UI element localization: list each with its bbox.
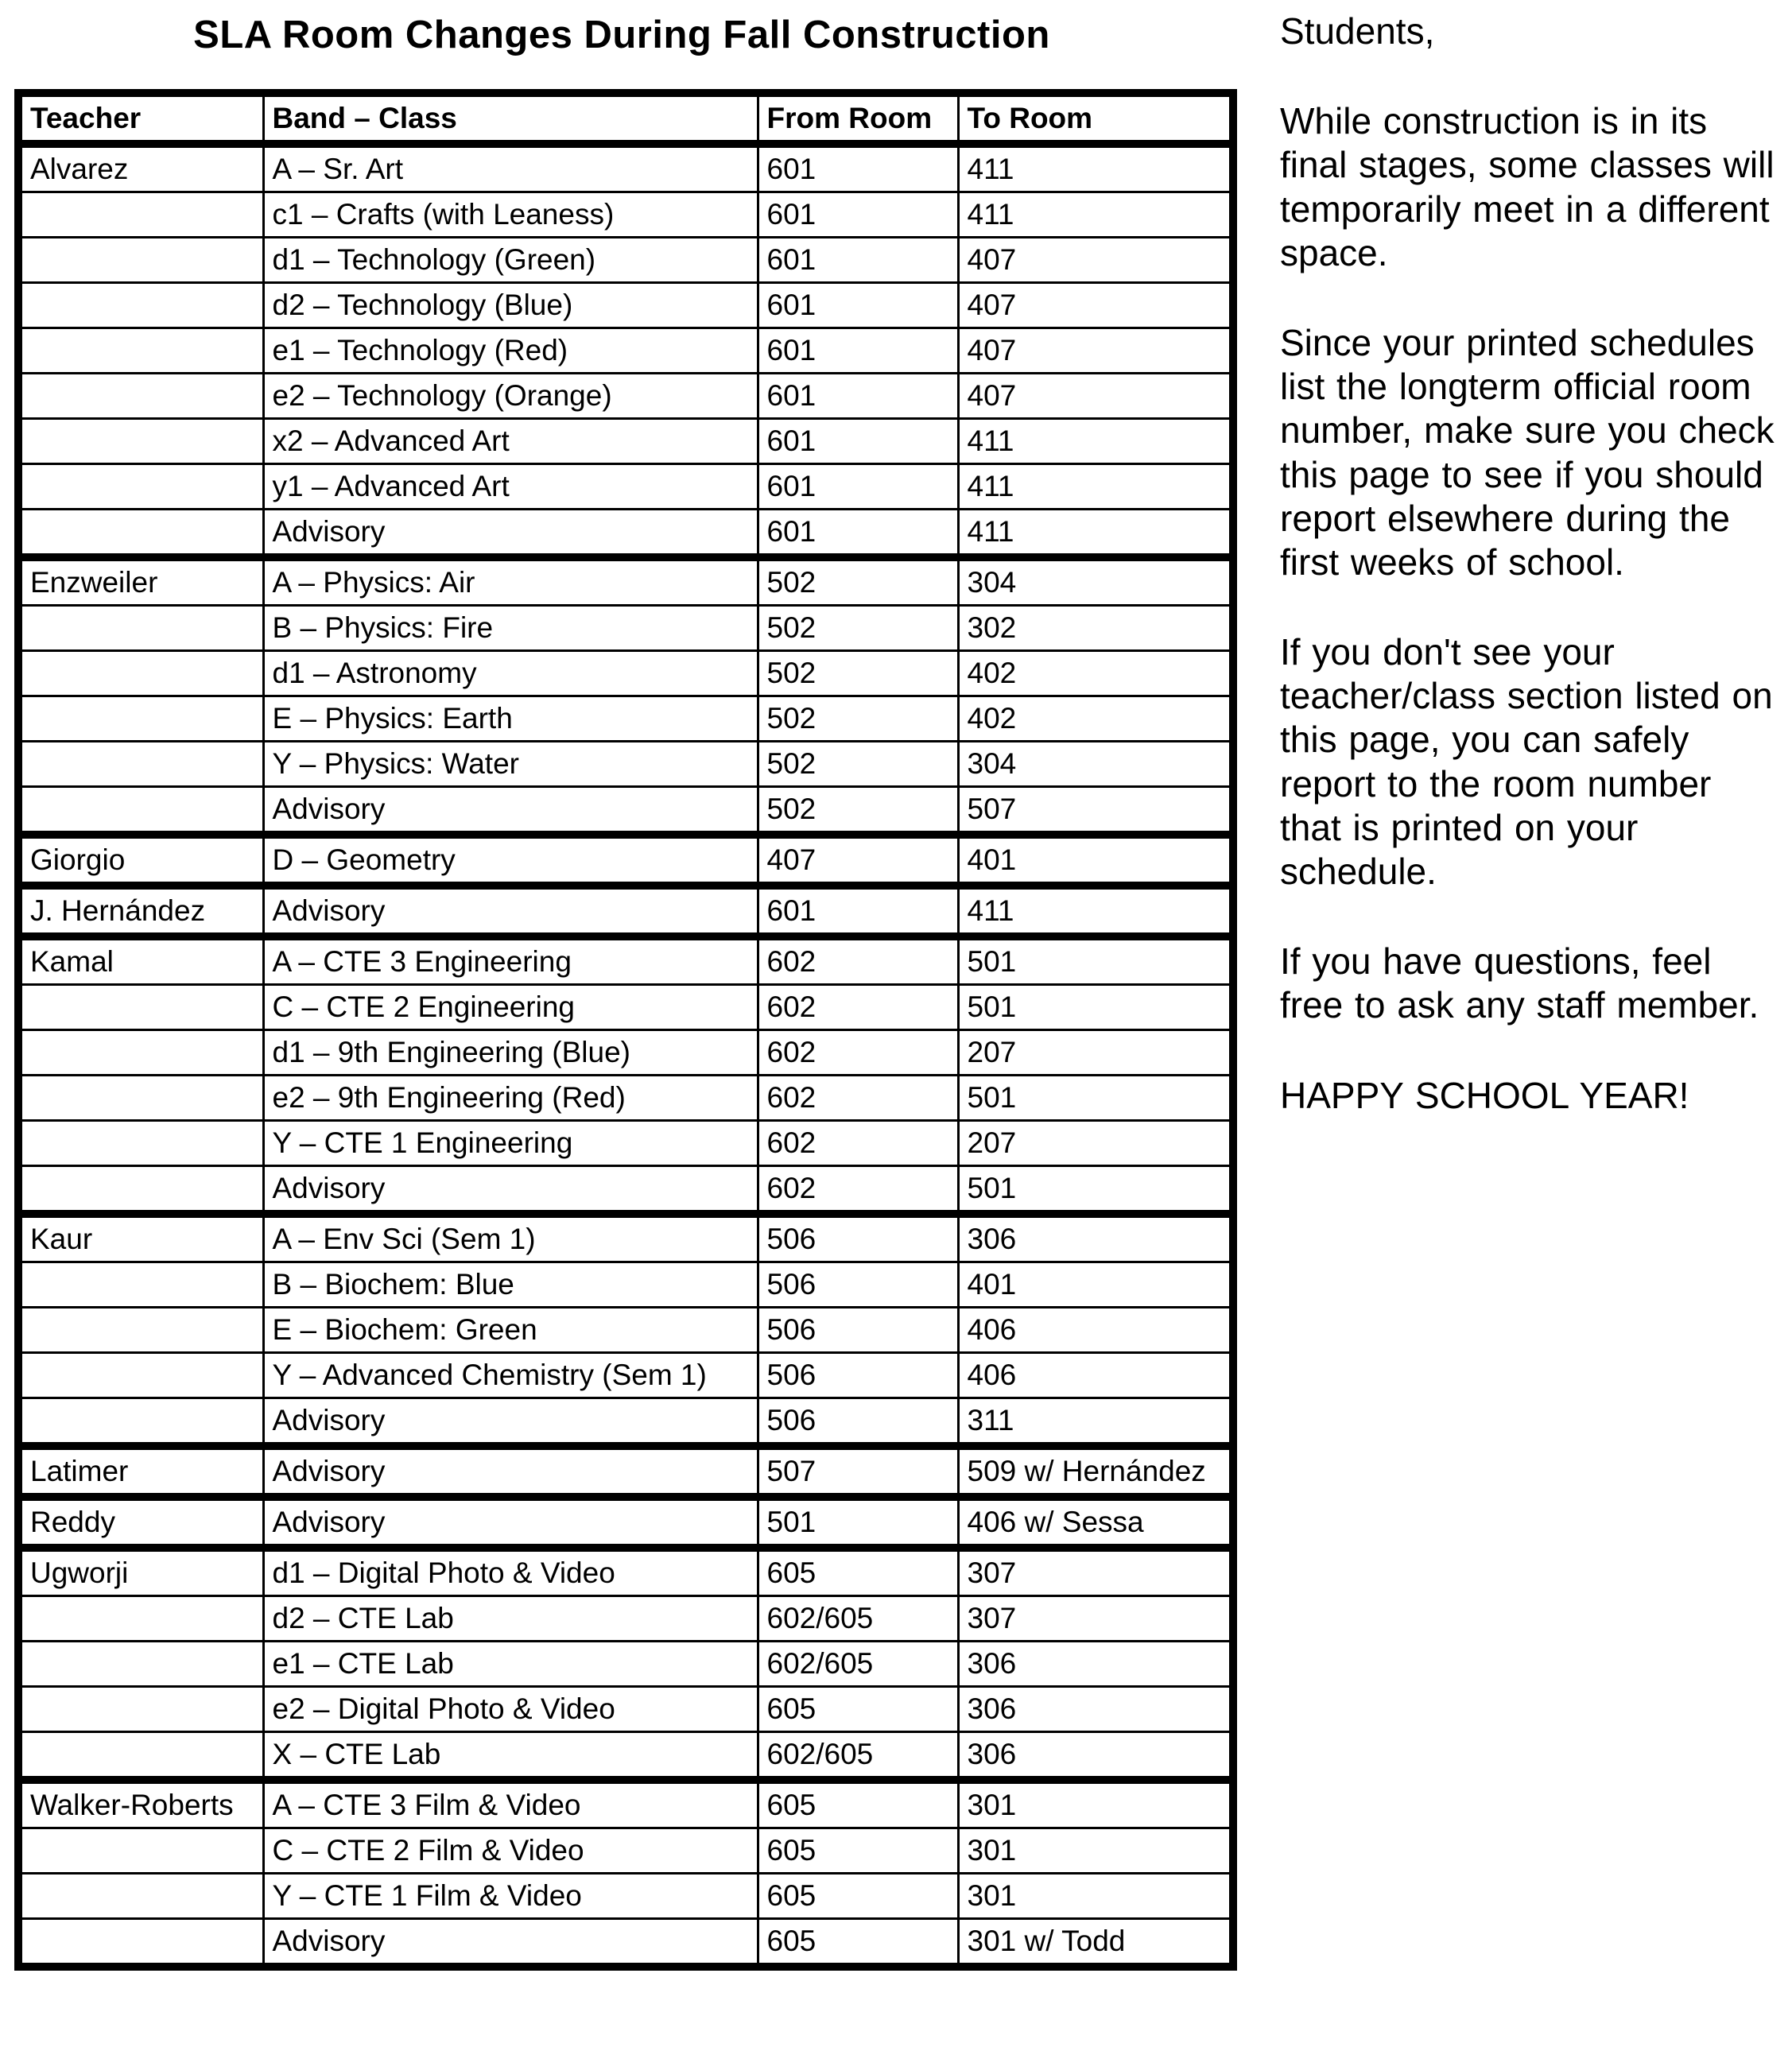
to-room-cell: 306	[958, 1732, 1233, 1781]
from-room-cell: 502	[758, 606, 958, 651]
from-room-cell: 605	[758, 1780, 958, 1828]
from-room-cell: 502	[758, 557, 958, 606]
room-changes-section	[14, 8, 1229, 1971]
teacher-cell	[18, 464, 263, 510]
table-row	[18, 1497, 1233, 1548]
table-row	[18, 651, 1233, 696]
teacher-cell	[18, 1732, 263, 1781]
from-room-cell: 502	[758, 742, 958, 787]
teacher-cell	[18, 1308, 263, 1353]
to-room-cell: 411	[958, 419, 1233, 464]
teacher-cell	[18, 1030, 263, 1076]
table-row	[18, 419, 1233, 464]
to-room-cell: 301	[958, 1874, 1233, 1919]
to-room-cell: 402	[958, 651, 1233, 696]
to-room-cell: 301	[958, 1780, 1233, 1828]
class-cell: c1 – Crafts (with Leaness)	[263, 192, 758, 238]
class-cell: B – Physics: Fire	[263, 606, 758, 651]
class-cell: Y – CTE 1 Engineering	[263, 1121, 758, 1166]
from-room-cell: 605	[758, 1919, 958, 1968]
teacher-cell	[18, 1166, 263, 1215]
table-row	[18, 1596, 1233, 1642]
from-room-cell: 506	[758, 1308, 958, 1353]
class-cell: Advisory	[263, 886, 758, 936]
class-cell: Advisory	[263, 1919, 758, 1968]
teacher-cell	[18, 1828, 263, 1874]
class-cell: D – Geometry	[263, 835, 758, 886]
class-cell: d1 – Digital Photo & Video	[263, 1548, 758, 1596]
teacher-cell: Enzweiler	[18, 557, 263, 606]
class-cell: Advisory	[263, 787, 758, 835]
class-cell: E – Biochem: Green	[263, 1308, 758, 1353]
table-row	[18, 464, 1233, 510]
table-row	[18, 1398, 1233, 1447]
table-row	[18, 1732, 1233, 1781]
teacher-cell	[18, 510, 263, 558]
letter-paragraph: Students,	[1280, 10, 1435, 52]
teacher-cell	[18, 985, 263, 1030]
table-row	[18, 374, 1233, 419]
to-room-cell: 507	[958, 787, 1233, 835]
table-row	[18, 787, 1233, 835]
from-room-cell: 602	[758, 1030, 958, 1076]
to-room-cell: 306	[958, 1642, 1233, 1687]
table-row	[18, 696, 1233, 742]
from-room-cell: 502	[758, 651, 958, 696]
from-room-cell: 506	[758, 1353, 958, 1398]
table-row	[18, 1353, 1233, 1398]
to-room-cell: 407	[958, 328, 1233, 374]
table-row	[18, 283, 1233, 328]
class-cell: Advisory	[263, 1497, 758, 1548]
table-row	[18, 144, 1233, 192]
class-cell: A – Physics: Air	[263, 557, 758, 606]
to-room-cell: 501	[958, 1076, 1233, 1121]
room-changes-table	[14, 89, 1237, 1971]
to-room-cell: 411	[958, 144, 1233, 192]
teacher-cell: Alvarez	[18, 144, 263, 192]
class-cell: C – CTE 2 Engineering	[263, 985, 758, 1030]
teacher-cell: Kaur	[18, 1214, 263, 1262]
column-header-from-room: From Room	[758, 93, 958, 144]
to-room-cell: 301	[958, 1828, 1233, 1874]
table-row	[18, 1446, 1233, 1497]
teacher-cell	[18, 238, 263, 283]
class-cell: E – Physics: Earth	[263, 696, 758, 742]
column-header-to-room: To Room	[958, 93, 1233, 144]
teacher-cell	[18, 1919, 263, 1968]
teacher-cell: Giorgio	[18, 835, 263, 886]
from-room-cell: 502	[758, 787, 958, 835]
column-header-band-class: Band – Class	[263, 93, 758, 144]
from-room-cell: 601	[758, 192, 958, 238]
from-room-cell: 601	[758, 328, 958, 374]
from-room-cell: 602	[758, 1076, 958, 1121]
class-cell: e2 – 9th Engineering (Red)	[263, 1076, 758, 1121]
from-room-cell: 506	[758, 1398, 958, 1447]
to-room-cell: 307	[958, 1548, 1233, 1596]
letter-paragraph: HAPPY SCHOOL YEAR!	[1280, 1074, 1689, 1116]
letter-paragraph: While construction is in its final stages, some classes will temporarily meet in a different space.	[1280, 100, 1775, 273]
table-row	[18, 1687, 1233, 1732]
class-cell: Advisory	[263, 1166, 758, 1215]
to-room-cell: 406	[958, 1353, 1233, 1398]
class-cell: B – Biochem: Blue	[263, 1262, 758, 1308]
room-changes-tbody	[18, 144, 1233, 1967]
class-cell: y1 – Advanced Art	[263, 464, 758, 510]
class-cell: Advisory	[263, 1398, 758, 1447]
class-cell: Y – Physics: Water	[263, 742, 758, 787]
from-room-cell: 605	[758, 1548, 958, 1596]
table-row	[18, 1121, 1233, 1166]
teacher-cell	[18, 742, 263, 787]
from-room-cell: 502	[758, 696, 958, 742]
table-row	[18, 510, 1233, 558]
to-room-cell: 304	[958, 742, 1233, 787]
class-cell: A – CTE 3 Engineering	[263, 936, 758, 985]
from-room-cell: 602	[758, 1166, 958, 1215]
teacher-cell	[18, 1076, 263, 1121]
from-room-cell: 601	[758, 419, 958, 464]
class-cell: A – Env Sci (Sem 1)	[263, 1214, 758, 1262]
class-cell: e1 – CTE Lab	[263, 1642, 758, 1687]
teacher-cell: Kamal	[18, 936, 263, 985]
teacher-cell	[18, 651, 263, 696]
letter-paragraph: If you don't see your teacher/class section listed on this page, you can safely report to the room number that is printed on your schedule.	[1280, 631, 1773, 892]
table-row	[18, 1780, 1233, 1828]
from-room-cell: 506	[758, 1214, 958, 1262]
class-cell: e2 – Digital Photo & Video	[263, 1687, 758, 1732]
class-cell: d2 – CTE Lab	[263, 1596, 758, 1642]
from-room-cell: 601	[758, 886, 958, 936]
to-room-cell: 411	[958, 510, 1233, 558]
table-row	[18, 1874, 1233, 1919]
to-room-cell: 304	[958, 557, 1233, 606]
from-room-cell: 601	[758, 144, 958, 192]
column-header-teacher: Teacher	[18, 93, 263, 144]
table-row	[18, 328, 1233, 374]
class-cell: x2 – Advanced Art	[263, 419, 758, 464]
from-room-cell: 605	[758, 1828, 958, 1874]
from-room-cell: 601	[758, 510, 958, 558]
to-room-cell: 406	[958, 1308, 1233, 1353]
to-room-cell: 411	[958, 886, 1233, 936]
to-room-cell: 401	[958, 1262, 1233, 1308]
teacher-cell: J. Hernández	[18, 886, 263, 936]
from-room-cell: 506	[758, 1262, 958, 1308]
student-letter-section	[1229, 8, 1781, 1164]
to-room-cell: 501	[958, 936, 1233, 985]
table-row	[18, 1030, 1233, 1076]
table-row	[18, 606, 1233, 651]
class-cell: e2 – Technology (Orange)	[263, 374, 758, 419]
letter-paragraph: If you have questions, feel free to ask any staff member.	[1280, 940, 1759, 1026]
to-room-cell: 301 w/ Todd	[958, 1919, 1233, 1968]
teacher-cell	[18, 1687, 263, 1732]
class-cell: d1 – 9th Engineering (Blue)	[263, 1030, 758, 1076]
to-room-cell: 402	[958, 696, 1233, 742]
class-cell: A – CTE 3 Film & Video	[263, 1780, 758, 1828]
to-room-cell: 306	[958, 1214, 1233, 1262]
to-room-cell: 311	[958, 1398, 1233, 1447]
table-row	[18, 1828, 1233, 1874]
teacher-cell: Reddy	[18, 1497, 263, 1548]
from-room-cell: 407	[758, 835, 958, 886]
teacher-cell	[18, 1121, 263, 1166]
teacher-cell	[18, 1353, 263, 1398]
class-cell: e1 – Technology (Red)	[263, 328, 758, 374]
table-row	[18, 742, 1233, 787]
table-row	[18, 1308, 1233, 1353]
teacher-cell	[18, 787, 263, 835]
from-room-cell: 601	[758, 464, 958, 510]
table-row	[18, 557, 1233, 606]
to-room-cell: 407	[958, 283, 1233, 328]
table-row	[18, 985, 1233, 1030]
from-room-cell: 605	[758, 1874, 958, 1919]
table-row	[18, 1642, 1233, 1687]
class-cell: C – CTE 2 Film & Video	[263, 1828, 758, 1874]
table-row	[18, 936, 1233, 985]
table-row	[18, 1214, 1233, 1262]
from-room-cell: 602/605	[758, 1732, 958, 1781]
table-row	[18, 835, 1233, 886]
to-room-cell: 207	[958, 1030, 1233, 1076]
teacher-cell	[18, 328, 263, 374]
from-room-cell: 507	[758, 1446, 958, 1497]
from-room-cell: 602	[758, 1121, 958, 1166]
to-room-cell: 501	[958, 985, 1233, 1030]
student-letter	[1280, 10, 1781, 1118]
teacher-cell	[18, 1642, 263, 1687]
teacher-cell	[18, 1262, 263, 1308]
from-room-cell: 602/605	[758, 1596, 958, 1642]
to-room-cell: 407	[958, 238, 1233, 283]
table-row	[18, 1076, 1233, 1121]
class-cell: d1 – Astronomy	[263, 651, 758, 696]
class-cell: X – CTE Lab	[263, 1732, 758, 1781]
class-cell: Advisory	[263, 510, 758, 558]
to-room-cell: 509 w/ Hernández	[958, 1446, 1233, 1497]
from-room-cell: 601	[758, 374, 958, 419]
teacher-cell	[18, 374, 263, 419]
table-row	[18, 1548, 1233, 1596]
table-row	[18, 1262, 1233, 1308]
teacher-cell	[18, 1596, 263, 1642]
teacher-cell	[18, 283, 263, 328]
table-row	[18, 1166, 1233, 1215]
class-cell: Y – Advanced Chemistry (Sem 1)	[263, 1353, 758, 1398]
table-row	[18, 1919, 1233, 1968]
letter-paragraph: Since your printed schedules list the longterm official room number, make sure you check this page to see if you should report elsewhere during the first weeks of school.	[1280, 321, 1775, 583]
teacher-cell	[18, 1874, 263, 1919]
table-row	[18, 192, 1233, 238]
to-room-cell: 207	[958, 1121, 1233, 1166]
table-row	[18, 238, 1233, 283]
teacher-cell	[18, 192, 263, 238]
class-cell: d1 – Technology (Green)	[263, 238, 758, 283]
from-room-cell: 602	[758, 985, 958, 1030]
table-header-row	[18, 93, 1233, 144]
to-room-cell: 411	[958, 192, 1233, 238]
class-cell: Y – CTE 1 Film & Video	[263, 1874, 758, 1919]
to-room-cell: 401	[958, 835, 1233, 886]
from-room-cell: 602/605	[758, 1642, 958, 1687]
to-room-cell: 306	[958, 1687, 1233, 1732]
teacher-cell	[18, 606, 263, 651]
from-room-cell: 601	[758, 283, 958, 328]
teacher-cell: Latimer	[18, 1446, 263, 1497]
to-room-cell: 302	[958, 606, 1233, 651]
to-room-cell: 501	[958, 1166, 1233, 1215]
to-room-cell: 307	[958, 1596, 1233, 1642]
to-room-cell: 407	[958, 374, 1233, 419]
to-room-cell: 406 w/ Sessa	[958, 1497, 1233, 1548]
from-room-cell: 501	[758, 1497, 958, 1548]
teacher-cell	[18, 696, 263, 742]
class-cell: d2 – Technology (Blue)	[263, 283, 758, 328]
from-room-cell: 602	[758, 936, 958, 985]
teacher-cell: Walker-Roberts	[18, 1780, 263, 1828]
table-row	[18, 886, 1233, 936]
from-room-cell: 605	[758, 1687, 958, 1732]
page-title: SLA Room Changes During Fall Construction	[193, 14, 1050, 56]
class-cell: A – Sr. Art	[263, 144, 758, 192]
to-room-cell: 411	[958, 464, 1233, 510]
from-room-cell: 601	[758, 238, 958, 283]
teacher-cell	[18, 1398, 263, 1447]
teacher-cell: Ugworji	[18, 1548, 263, 1596]
teacher-cell	[18, 419, 263, 464]
class-cell: Advisory	[263, 1446, 758, 1497]
